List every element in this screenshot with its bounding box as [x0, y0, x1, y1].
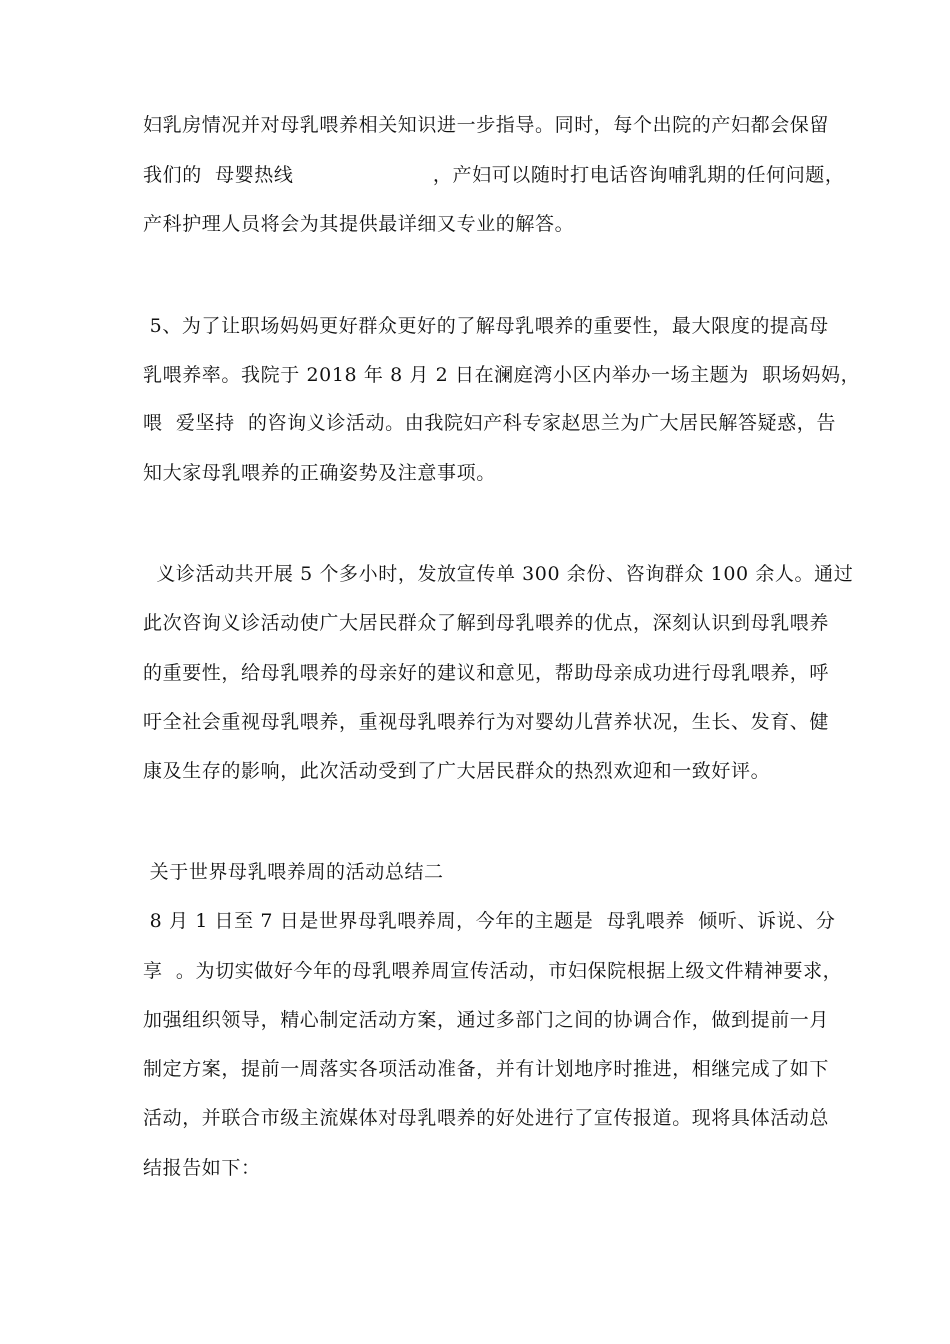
text-line: 康及生存的影响，此次活动受到了广大居民群众的热烈欢迎和一致好评。: [143, 760, 771, 782]
text-line: 此次咨询义诊活动使广大居民群众了解到母乳喂养的优点，深刻认识到母乳喂养: [143, 612, 830, 634]
text-line: 加强组织领导，精心制定活动方案，通过多部门之间的协调合作，做到提前一月: [143, 1009, 830, 1031]
text-line: 8 月 1 日至 7 日是世界母乳喂养周，今年的主题是 母乳喂养 倾听、诉说、分: [143, 910, 836, 932]
text-line: 享 。为切实做好今年的母乳喂养周宣传活动，市妇保院根据上级文件精神要求，: [143, 960, 843, 982]
text-line: 义诊活动共开展 5 个多小时，发放宣传单 300 余份、咨询群众 100 余人。通过: [143, 563, 854, 585]
text-line: 产科护理人员将会为其提供最详细又专业的解答。: [143, 213, 575, 235]
text-line: 结报告如下：: [143, 1157, 261, 1179]
text-line: 知大家母乳喂养的正确姿势及注意事项。: [143, 462, 496, 484]
text-line: 我们的 母婴热线 ，产妇可以随时打电话咨询哺乳期的任何问题，: [143, 164, 845, 186]
section-title: 关于世界母乳喂养周的活动总结二: [143, 861, 444, 883]
text-line: 妇乳房情况并对母乳喂养相关知识进一步指导。同时，每个出院的产妇都会保留: [143, 114, 830, 136]
text-line: 喂 爱坚持 的咨询义诊活动。由我院妇产科专家赵思兰为广大居民解答疑惑，告: [143, 412, 836, 434]
text-line: 活动，并联合市级主流媒体对母乳喂养的好处进行了宣传报道。现将具体活动总: [143, 1107, 830, 1129]
text-line: 的重要性，给母乳喂养的母亲好的建议和意见，帮助母亲成功进行母乳喂养，呼: [143, 662, 830, 684]
text-line: 5、为了让职场妈妈更好群众更好的了解母乳喂养的重要性，最大限度的提高母: [143, 315, 829, 337]
text-line: 乳喂养率。我院于 2018 年 8 月 2 日在澜庭湾小区内举办一场主题为 职场妈妈，: [143, 364, 861, 386]
text-line: 制定方案，提前一周落实各项活动准备，并有计划地序时推进，相继完成了如下: [143, 1058, 830, 1080]
text-line: 吁全社会重视母乳喂养，重视母乳喂养行为对婴幼儿营养状况，生长、发育、健: [143, 711, 830, 733]
